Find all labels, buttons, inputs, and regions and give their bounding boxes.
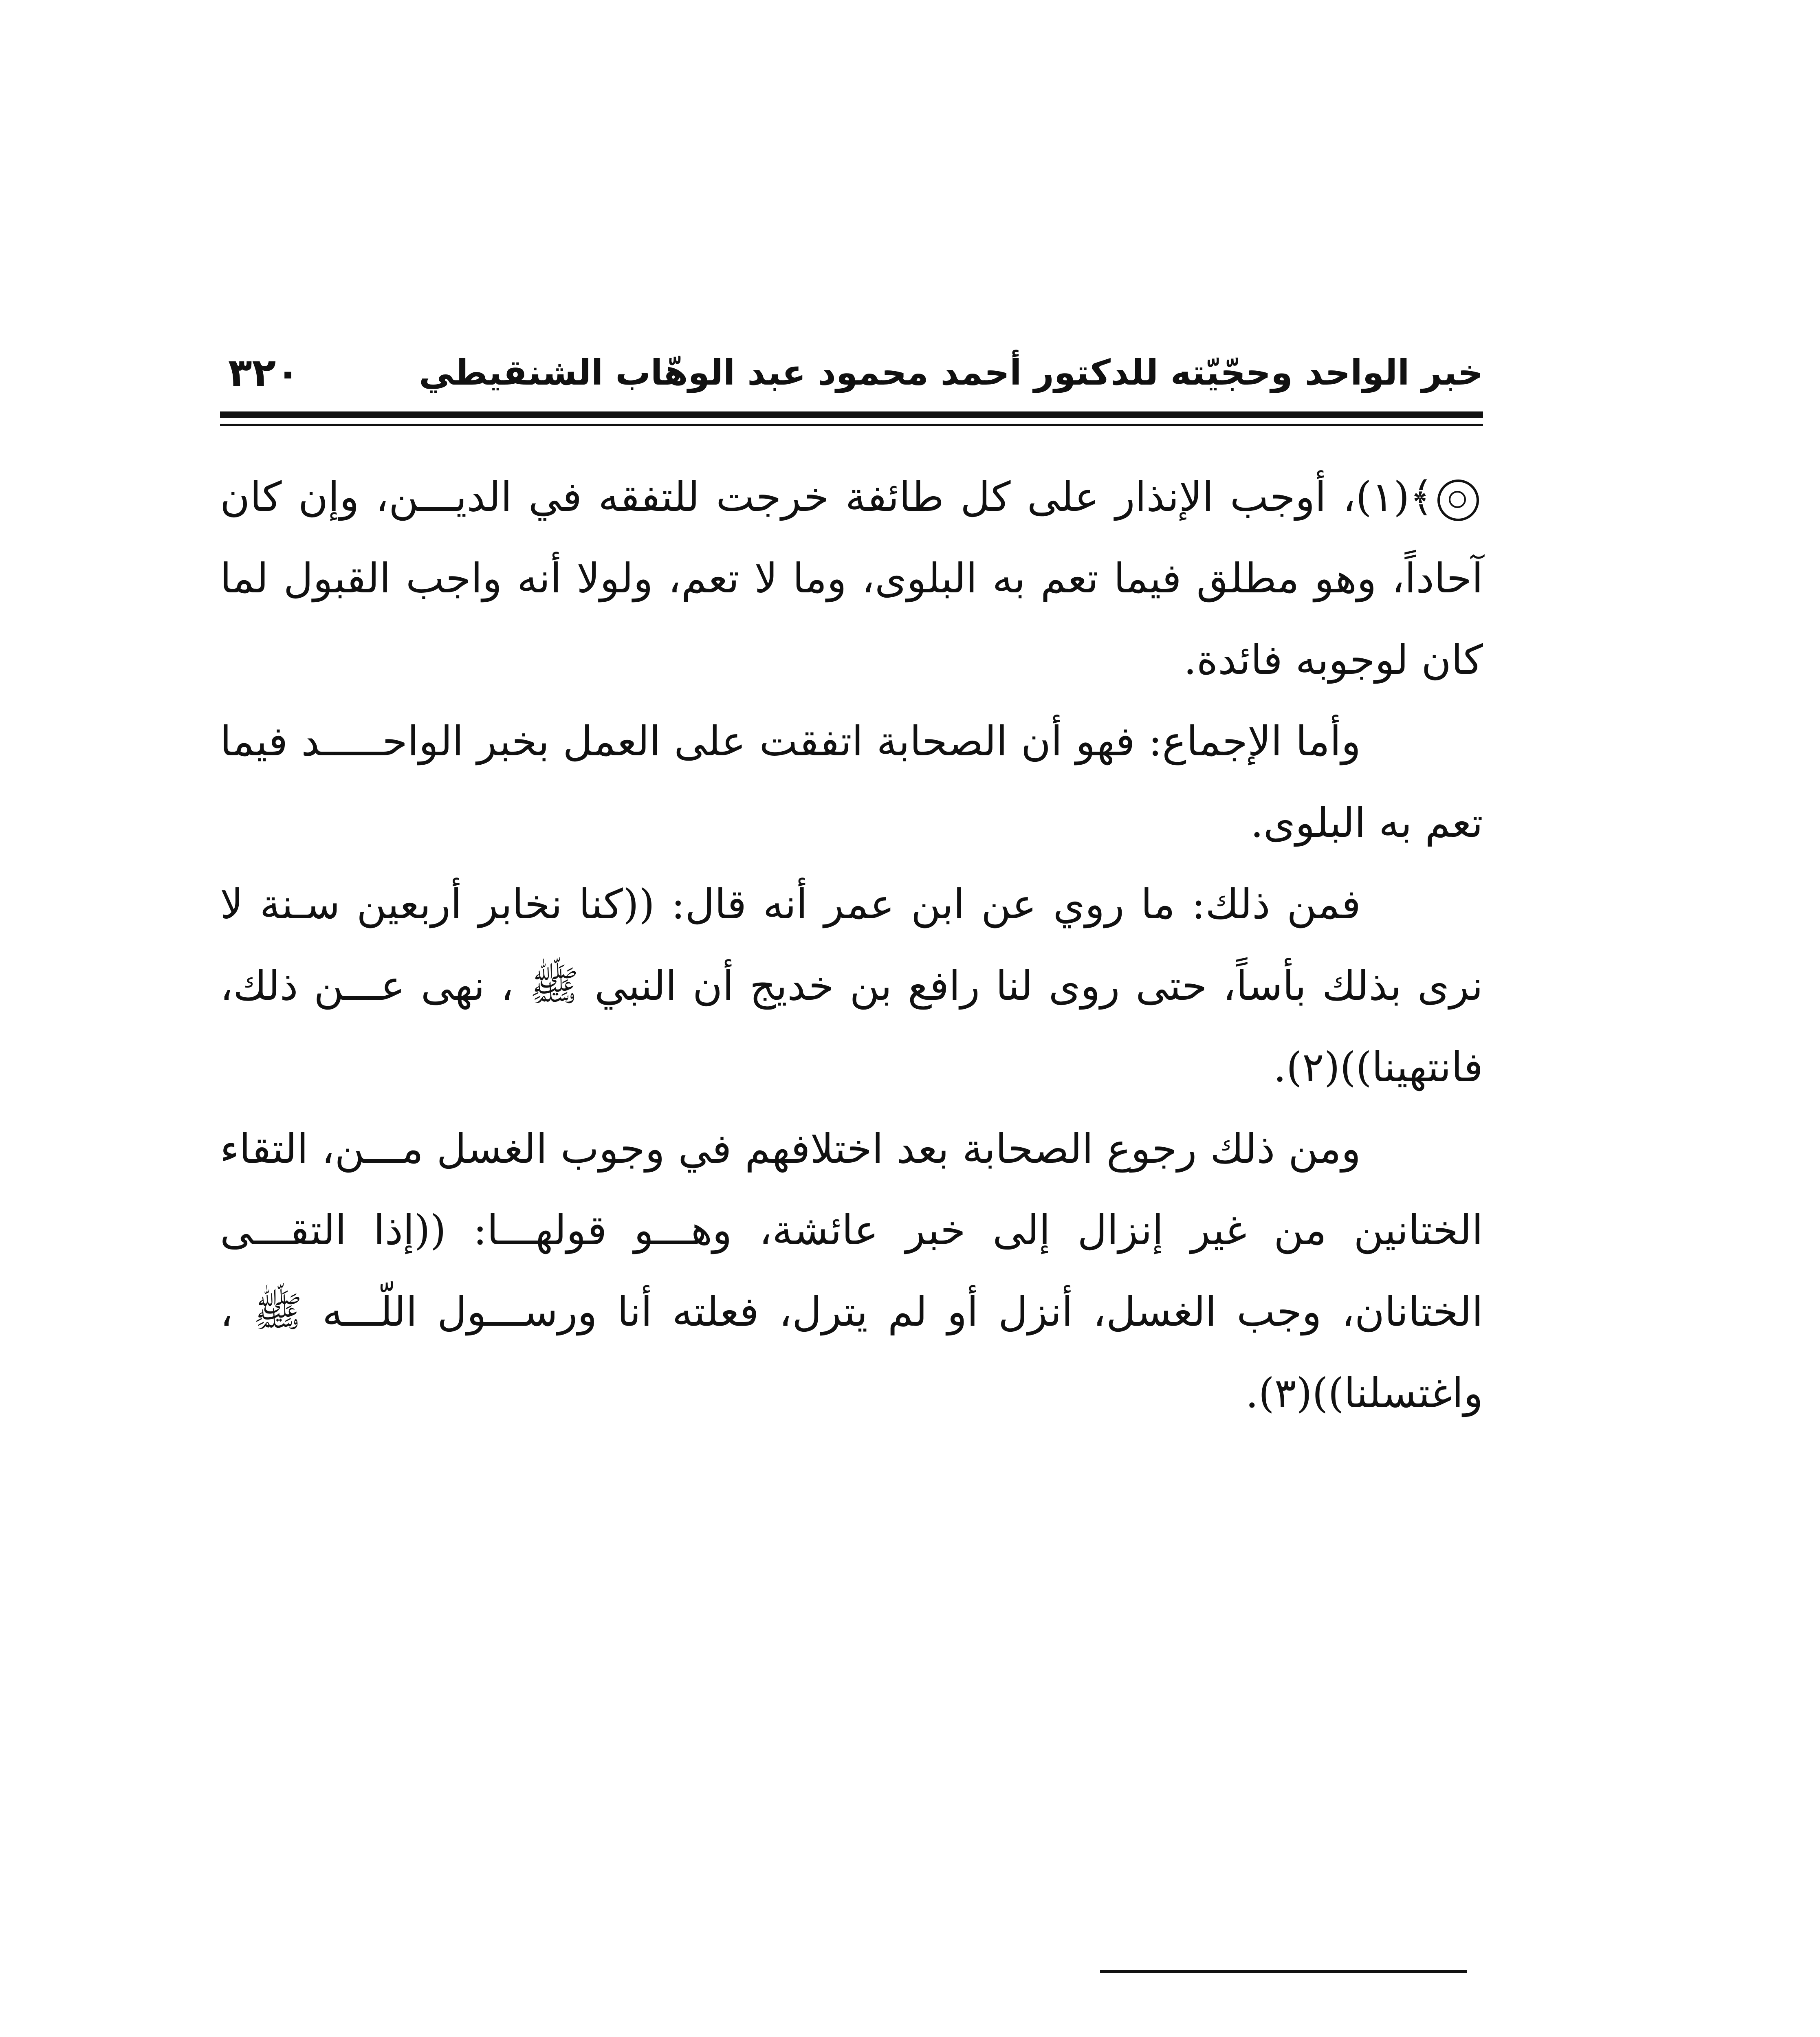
paragraph-3: فمن ذلك: ما روي عن ابن عمر أنه قال: ((كنا نخابر أربعين سـنة لا نرى بذلك بأساً، حتى روى لنا رافع بن خديج أن النبي ﷺ ، نهى عـــن ذلك، فانتهينا))(٢). <box>220 880 1483 1091</box>
paragraph-2: وأما الإجماع: فهو أن الصحابة اتفقت على العمل بخبر الواحـــــد فيما تعم به البلوى. <box>220 717 1483 847</box>
header-rule-thick <box>220 411 1483 418</box>
footnote-separator <box>1100 1970 1467 1973</box>
paragraph-1-text: ﴾(١)، أوجب الإنذار على كل طائفة خرجت للتفقه في الديـــن، وإن كان آحاداً، وهو مطلق فيما تعم به البلوى، وما لا تعم، ولولا أنه واجب القبول لما كان لوجوبه فائدة. <box>220 473 1483 684</box>
header-rule-thin <box>220 424 1483 426</box>
page-number: ٣٢٠ <box>228 350 300 396</box>
header-title: خبر الواحد وحجّيّته للدكتور أحمد محمود عبد الوهّاب الشنقيطي <box>419 352 1483 393</box>
ayah-number-icon <box>1437 480 1479 521</box>
paragraph-4: ومن ذلك رجوع الصحابة بعد اختلافهم في وجوب الغسل مـــن، التقاء الختانين من غير إنزال إلى خبر عائشة، وهـــو قولهـــا: ((إذا التقـــى الختانان، وجب الغسل، أنزل أو لم يترل، فعلته أنا ورســـول اللّـــه ﷺ ، واغتسلنا))(٣). <box>220 1125 1483 1417</box>
paragraph-1 <box>220 456 1483 701</box>
running-header <box>220 348 1483 401</box>
main-text <box>220 456 1483 1434</box>
